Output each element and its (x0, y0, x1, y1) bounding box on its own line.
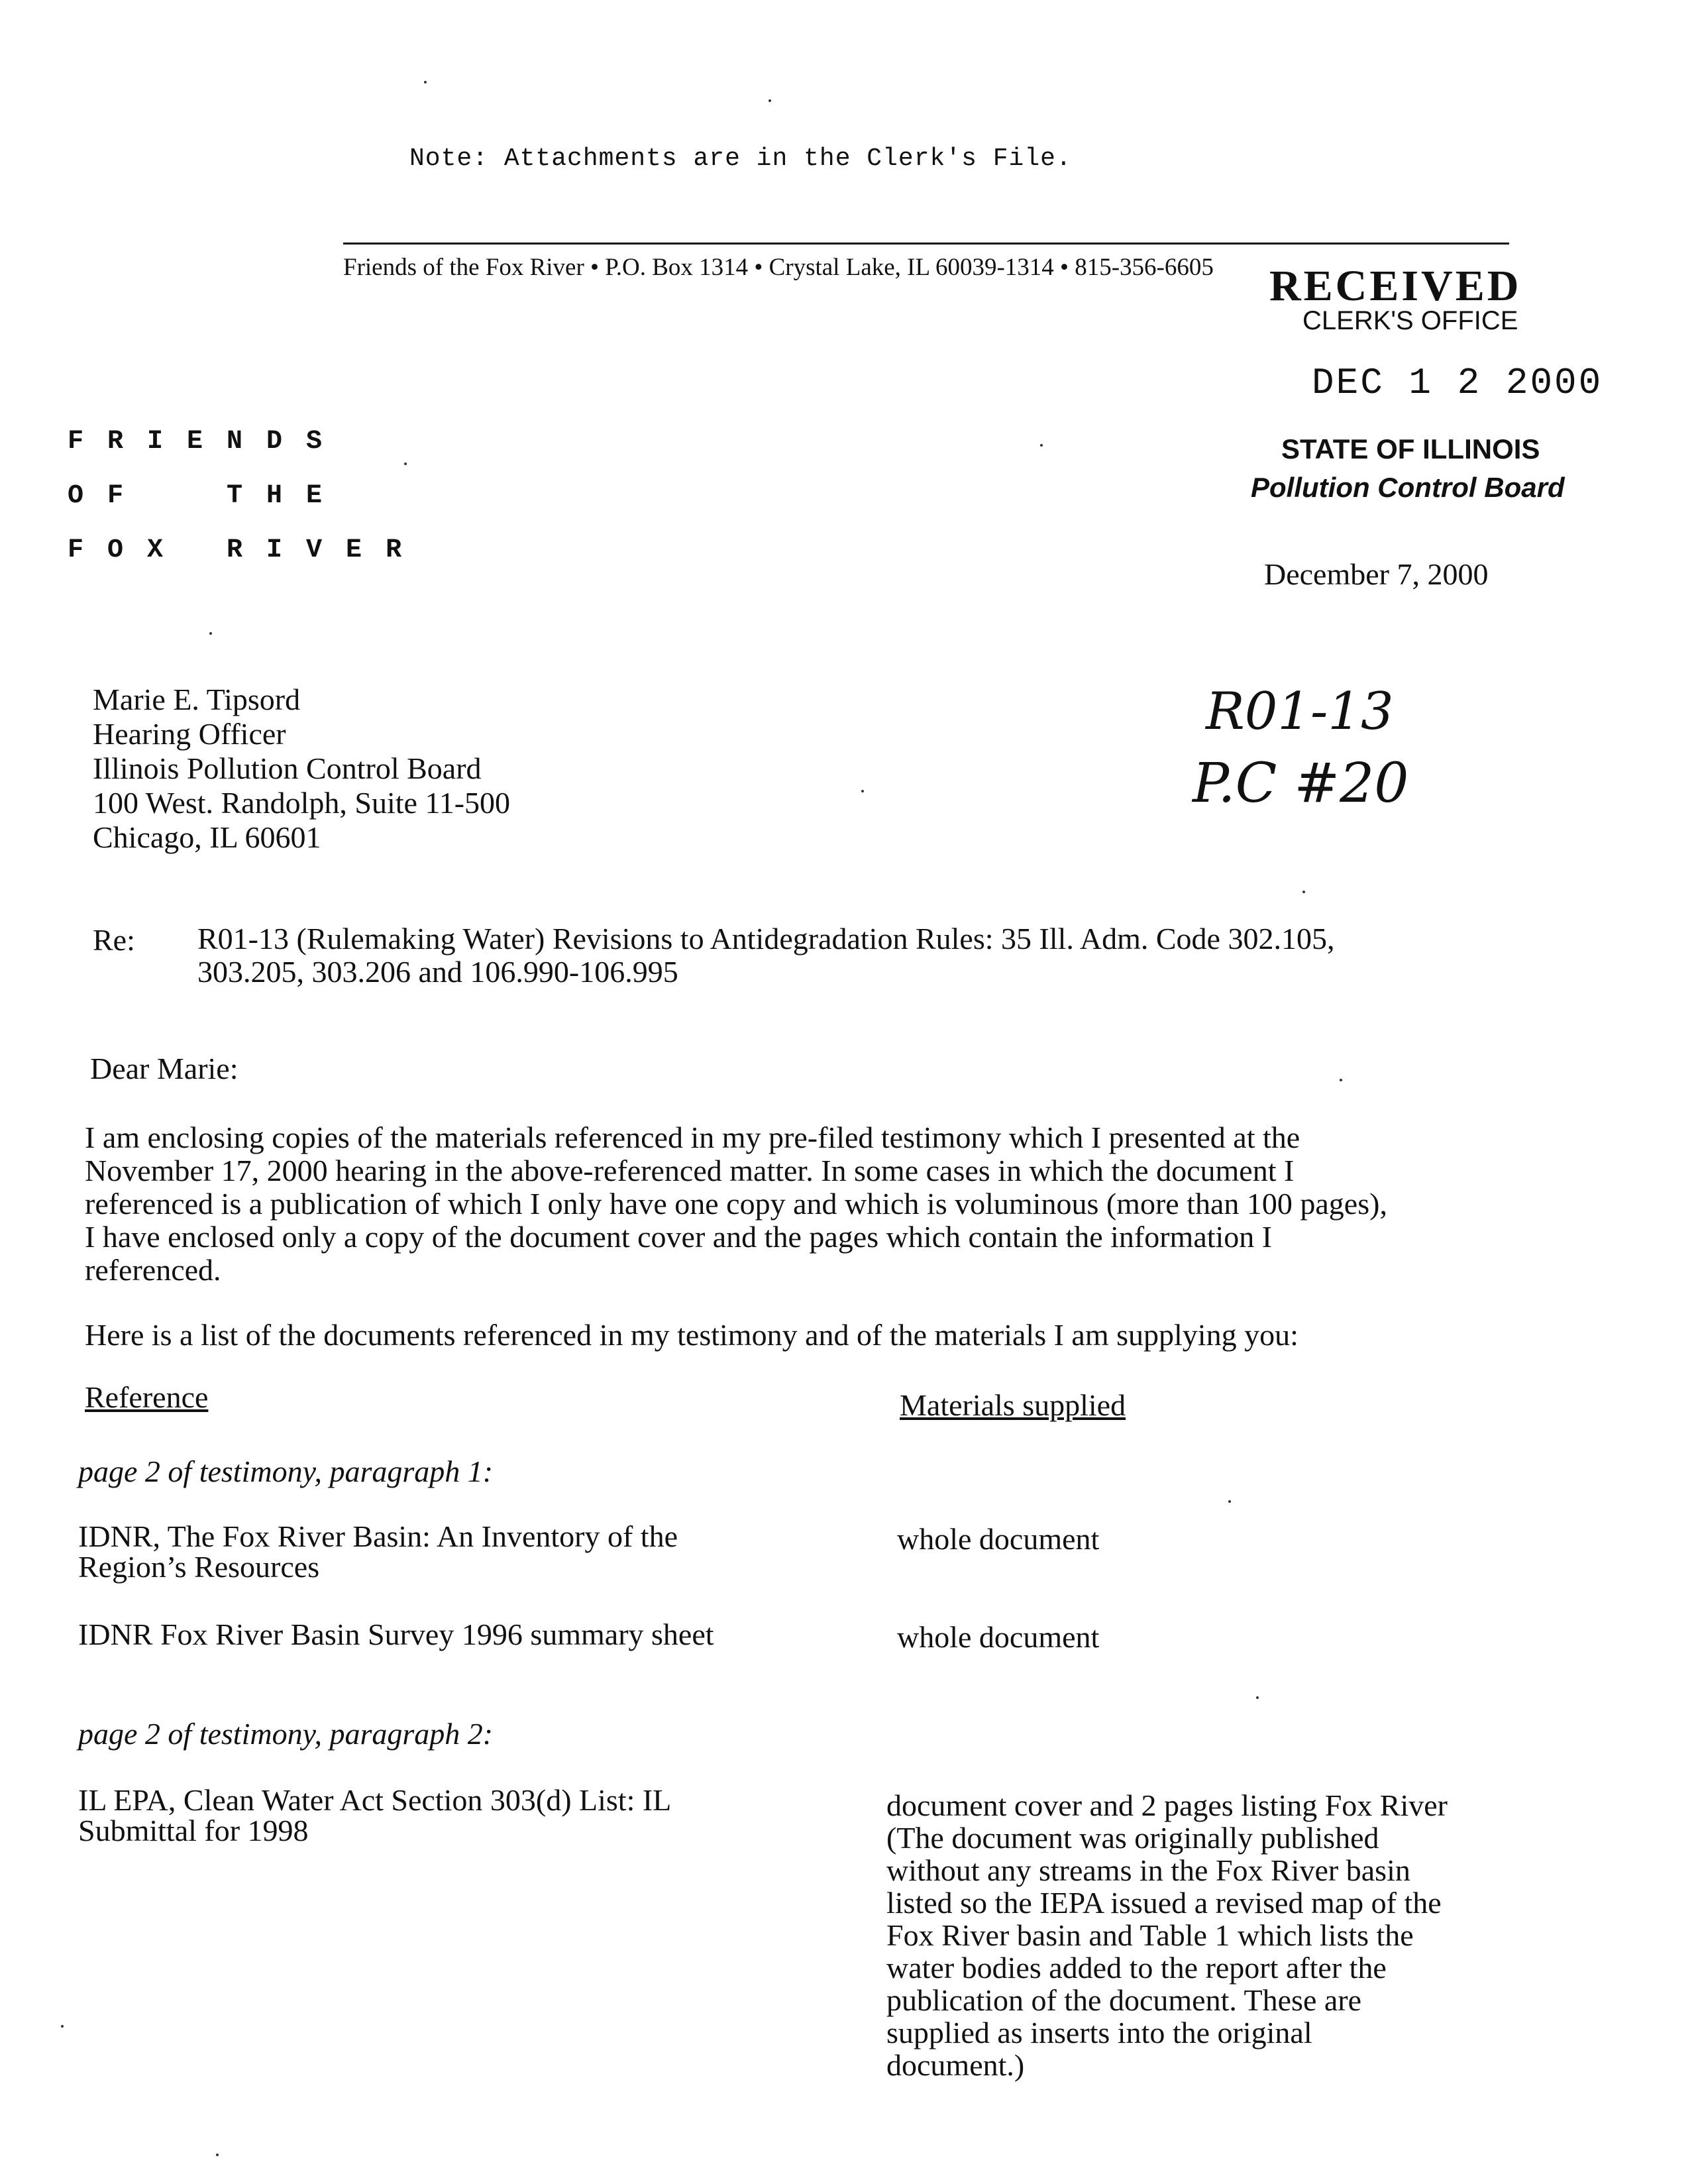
body-paragraph (85, 1121, 1542, 1287)
recipient-address (93, 682, 510, 855)
materials-item (897, 1523, 1099, 1556)
scan-speck (1040, 444, 1043, 447)
organization-name (68, 415, 405, 578)
reference-line: Submittal for 1998 (78, 1814, 309, 1847)
scan-speck (1340, 1079, 1342, 1081)
body-paragraph (85, 1319, 1542, 1352)
paragraph-line: I have enclosed only a copy of the document cover and the pages which contain the information I (85, 1220, 1273, 1254)
letter-date: December 7, 2000 (1264, 557, 1489, 591)
paragraph-line: referenced. (85, 1253, 221, 1287)
paragraph-line: Here is a list of the documents referenced in my testimony and of the materials I am supplying you: (85, 1318, 1298, 1352)
clerk-file-note: Note: Attachments are in the Clerk's File. (409, 144, 1072, 173)
recipient-line: Illinois Pollution Control Board (93, 751, 482, 785)
stamp-board: Pollution Control Board (1251, 472, 1565, 503)
scan-speck (424, 81, 427, 83)
materials-item (886, 1789, 1448, 2081)
scan-speck (1256, 1696, 1259, 1699)
reference-line: Region’s Resources (78, 1550, 320, 1584)
materials-line: whole document (897, 1522, 1100, 1556)
paragraph-line: November 17, 2000 hearing in the above-referenced matter. In some cases in which the document I (85, 1154, 1295, 1187)
handwritten-line-1: R01-13 (1206, 682, 1394, 741)
letterhead-rule (343, 243, 1509, 245)
materials-line: document.) (886, 2048, 1025, 2082)
stamp-received: RECEIVED (1269, 262, 1522, 310)
materials-item (897, 1621, 1099, 1654)
stamp-state: STATE OF ILLINOIS (1281, 433, 1540, 464)
handwritten-annotation (1186, 669, 1530, 835)
recipient-line: Hearing Officer (93, 717, 286, 751)
materials-line: without any streams in the Fox River basin (886, 1853, 1410, 1887)
reference-item (78, 1619, 714, 1650)
reference-line: IDNR, The Fox River Basin: An Inventory of the (78, 1519, 678, 1553)
scan-speck (404, 463, 407, 465)
recipient-line: Chicago, IL 60601 (93, 820, 321, 854)
scan-speck (216, 2154, 219, 2156)
re-line: 303.205, 303.206 and 106.990-106.995 (197, 955, 678, 989)
section-heading: page 2 of testimony, paragraph 1: (78, 1454, 494, 1488)
materials-line: whole document (897, 1620, 1100, 1654)
stamp-date: DEC 1 2 2000 (1312, 362, 1603, 404)
materials-line: (The document was originally published (886, 1821, 1379, 1855)
reference-line: IDNR Fox River Basin Survey 1996 summary sheet (78, 1617, 714, 1651)
salutation: Dear Marie: (90, 1052, 238, 1085)
reference-item (78, 1521, 678, 1582)
handwritten-line-2: P.C #20 (1192, 752, 1409, 815)
re-line: R01-13 (Rulemaking Water) Revisions to Antidegradation Rules: 35 Ill. Adm. Code 302.105, (197, 922, 1335, 956)
paragraph-line: I am enclosing copies of the materials referenced in my pre-filed testimony which I presented at the (85, 1120, 1300, 1154)
org-line: F O X R I V E R (68, 535, 406, 565)
scan-speck (1302, 891, 1305, 893)
scan-speck (861, 790, 864, 792)
re-label: Re: (93, 923, 135, 957)
scan-speck (209, 632, 212, 635)
materials-column-header: Materials supplied (900, 1388, 1126, 1422)
paragraph-line: referenced is a publication of which I only have one copy and which is voluminous (more than 100 pages), (85, 1187, 1387, 1221)
stamp-clerks-office: CLERK'S OFFICE (1302, 306, 1518, 335)
reference-column-header: Reference (85, 1380, 209, 1414)
reference-line: IL EPA, Clean Water Act Section 303(d) List: IL (78, 1783, 672, 1817)
reference-item (78, 1785, 671, 1846)
section-heading: page 2 of testimony, paragraph 2: (78, 1717, 494, 1751)
materials-line: water bodies added to the report after the (886, 1951, 1387, 1985)
materials-line: supplied as inserts into the original (886, 2016, 1312, 2049)
scan-speck (61, 2025, 64, 2028)
materials-line: document cover and 2 pages listing Fox River (886, 1788, 1448, 1822)
org-line: F R I E N D S (68, 427, 327, 457)
recipient-line: 100 West. Randolph, Suite 11-500 (93, 786, 511, 820)
scan-speck (768, 99, 771, 102)
letterhead-address: Friends of the Fox River • P.O. Box 1314 • Crystal Lake, IL 60039-1314 • 815-356-6605 (343, 254, 1214, 281)
materials-line: Fox River basin and Table 1 which lists the (886, 1918, 1414, 1952)
materials-line: publication of the document. These are (886, 1983, 1362, 2017)
recipient-line: Marie E. Tipsord (93, 682, 301, 716)
re-subject (197, 922, 1334, 989)
materials-line: listed so the IEPA issued a revised map of the (886, 1886, 1442, 1920)
org-line: O F T H E (68, 481, 327, 511)
scan-speck (1228, 1500, 1231, 1503)
